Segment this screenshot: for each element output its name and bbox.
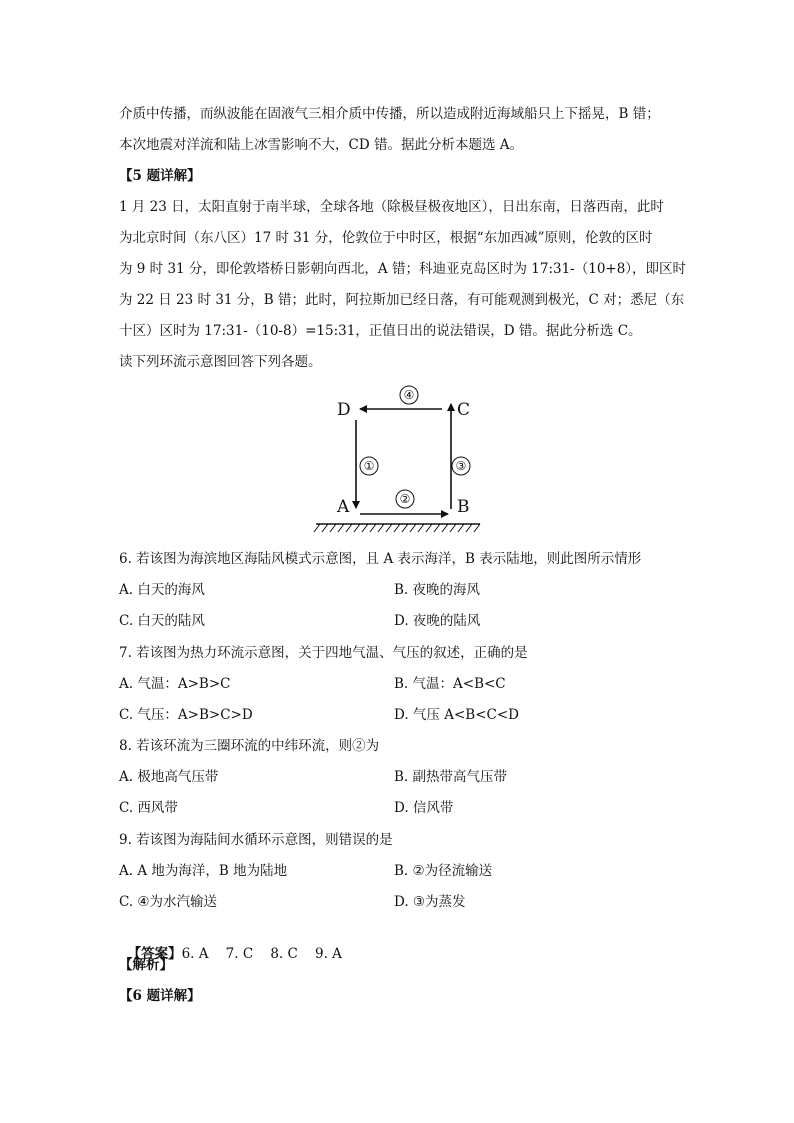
q8-option-c: C. 西风带	[119, 800, 178, 816]
q7-option-d: D. 气压 A<B<C<D	[394, 707, 519, 723]
answer-text: 6. A 7. C 8. C 9. A	[181, 946, 342, 962]
q7-option-a: A. 气温：A>B>C	[119, 676, 231, 692]
q6-option-c: C. 白天的陆风	[119, 613, 205, 629]
marker-3-text: ③	[455, 459, 467, 473]
label-c: C	[457, 400, 471, 420]
marker-2-text: ②	[399, 492, 411, 506]
q7-stem: 7. 若该图为热力环流示意图，关于四地气温、气压的叙述，正确的是	[119, 645, 528, 661]
q6-option-b: B. 夜晚的海风	[394, 582, 481, 598]
ground-hatching	[314, 524, 480, 532]
q5-line-2: 为北京时间（东八区）17 时 31 分，伦敦位于中时区，根据“东加西减”原则，伦敦的区时	[119, 230, 653, 246]
answer-line	[119, 924, 342, 962]
marker-4-text: ④	[403, 388, 415, 402]
q9-option-c: C. ④为水汽输送	[119, 894, 218, 910]
q9-option-d: D. ③为蒸发	[394, 894, 466, 910]
analysis-heading: 【解析】	[119, 957, 173, 973]
answer-label: 【答案】	[127, 946, 182, 962]
label-a: A	[337, 497, 350, 517]
circulation-diagram	[300, 378, 500, 538]
marker-1-text: ①	[363, 459, 375, 473]
marker-2	[396, 490, 414, 508]
q6-stem: 6. 若该图为海滨地区海陆风模式示意图，且 A 表示海洋，B 表示陆地，则此图所示情形	[119, 551, 642, 567]
q8-option-a: A. 极地高气压带	[119, 769, 219, 785]
q8-option-b: B. 副热带高气压带	[394, 769, 508, 785]
q6-option-a: A. 白天的海风	[119, 582, 205, 598]
label-d: D	[337, 400, 351, 420]
q7-option-c: C. 气压：A>B>C>D	[119, 707, 253, 723]
label-b: B	[457, 497, 470, 517]
q5-line-3: 为 9 时 31 分，即伦敦塔桥日影朝向西北，A 错；科迪亚克岛区时为 17:31-（10+8），即区时	[119, 261, 687, 277]
q5-line-5: 十区）区时为 17:31-（10-8）=15:31，正值日出的说法错误，D 错。据此分析选 C。	[119, 323, 642, 339]
intro-line-2: 本次地震对洋流和陆上冰雪影响不大，CD 错。据此分析本题选 A。	[119, 137, 523, 153]
intro-line-1: 介质中传播，而纵波能在固液气三相介质中传播，所以造成附近海域船只上下摇晃，B 错；	[119, 106, 660, 122]
q9-stem: 9. 若该图为海陆间水循环示意图，则错误的是	[119, 832, 393, 848]
q5-line-1: 1 月 23 日，太阳直射于南半球，全球各地（除极昼极夜地区），日出东南，日落西南，此时	[119, 199, 664, 215]
q9-option-b: B. ②为径流输送	[394, 863, 493, 879]
marker-3	[452, 457, 470, 475]
q5-heading: 【5 题详解】	[119, 168, 201, 184]
reading-prompt: 读下列环流示意图回答下列各题。	[119, 354, 322, 370]
marker-1	[360, 457, 378, 475]
marker-4	[400, 386, 418, 404]
q6-detail-heading: 【6 题详解】	[119, 988, 201, 1004]
q5-line-4: 为 22 日 23 时 31 分，B 错；此时，阿拉斯加已经日落，有可能观测到极光，C 对；悉尼（东	[119, 292, 685, 308]
q6-option-d: D. 夜晚的陆风	[394, 613, 481, 629]
q9-option-a: A. A 地为海洋，B 地为陆地	[119, 863, 288, 879]
q7-option-b: B. 气温：A<B<C	[394, 676, 506, 692]
q8-stem: 8. 若该环流为三圈环流的中纬环流，则②为	[119, 738, 380, 754]
q8-option-d: D. 信风带	[394, 800, 454, 816]
